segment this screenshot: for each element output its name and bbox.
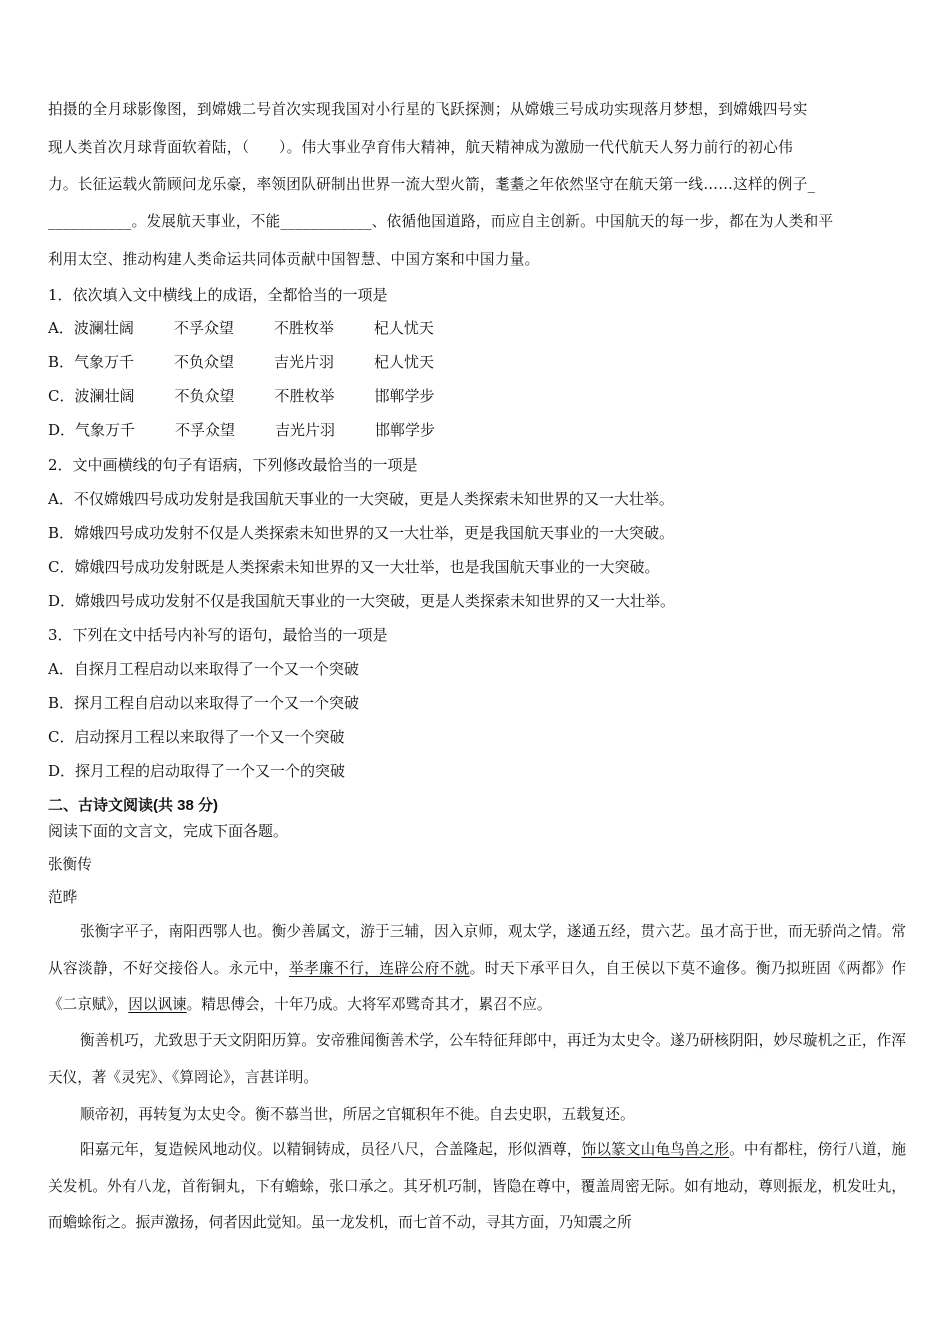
- option-idiom-3: 不胜枚举: [274, 387, 335, 405]
- option-idiom-1: 气象万千: [75, 421, 136, 439]
- underlined-sentence-3: 饰以篆文山龟鸟兽之形: [581, 1141, 730, 1158]
- paragraph-text: 张衡字平子，南阳西鄂人也。衡少善属文，游于三辅，因入京师，观太学，遂通五经，贯六艺。虽才高于世，而无骄尚之情。常从容淡静，不好交接俗人。永元中，: [48, 923, 906, 977]
- question-3-option-a: A．自探月工程启动以来取得了一个又一个突破: [48, 660, 359, 678]
- question-1-option-a: [48, 318, 434, 338]
- passage-line-2: 现人类首次月球背面软着陆，（ ）。伟大事业孕育伟大精神，航天精神成为激励一代代航天人努力前行的初心伟: [48, 139, 793, 156]
- classical-paragraph-3: 顺帝初，再转复为太史令。衡不慕当世，所居之官辄积年不徙。自去史职，五载复还。: [80, 1106, 635, 1123]
- passage-line-3: 力。长征运载火箭顾问龙乐豪，率领团队研制出世界一流大型火箭，耄耋之年依然坚守在航天第一线……这样的例子_: [48, 176, 816, 193]
- option-idiom-2: 不孚众望: [175, 421, 236, 439]
- text-title: 张衡传: [48, 856, 92, 873]
- text-author: 范晔: [48, 889, 78, 906]
- question-2-option-c: C．嫦娥四号成功发射既是人类探索未知世界的又一大壮举，也是我国航天事业的一大突破。: [48, 558, 660, 576]
- option-idiom-4: 邯郸学步: [374, 387, 435, 405]
- question-2-option-b: B．嫦娥四号成功发射不仅是人类探索未知世界的又一大壮举，更是我国航天事业的一大突破。: [48, 524, 675, 542]
- question-2-option-d: D．嫦娥四号成功发射不仅是我国航天事业的一大突破，更是人类探索未知世界的又一大壮举。: [48, 592, 676, 610]
- option-idiom-1: 波澜壮阔: [73, 319, 134, 337]
- option-idiom-4: 杞人忧天: [373, 319, 434, 337]
- classical-paragraph-4: [48, 1132, 906, 1242]
- section-instruction: 阅读下面的文言文，完成下面各题。: [48, 822, 289, 840]
- option-idiom-3: 吉光片羽: [275, 421, 336, 439]
- question-1-option-c: [48, 386, 435, 406]
- option-idiom-1: 波澜壮阔: [74, 387, 135, 405]
- question-2-stem: 2．文中画横线的句子有语病，下列修改最恰当的一项是: [48, 456, 418, 474]
- option-label: D．: [48, 421, 76, 439]
- question-2-option-a: A．不仅嫦娥四号成功发射是我国航天事业的一大突破，更是人类探索未知世界的又一大壮举。: [48, 490, 674, 508]
- classical-paragraph-2: 衡善机巧，尤致思于天文阴阳历算。安帝雅闻衡善术学，公车特征拜郎中，再迁为太史令。遂乃研核阴阳，妙尽璇机之正，作浑天仪，著《灵宪》、《算罔论》，言甚详明。: [48, 1032, 906, 1086]
- option-idiom-4: 杞人忧天: [374, 353, 435, 371]
- paragraph-text: 。时天下承平日久，自王侯以下莫不逾侈。衡乃拟班固《两都》作《二京赋》，: [48, 959, 906, 1013]
- paragraph-text: 阳嘉元年，复造候风地动仪。以精铜铸成，员径八尺，合盖隆起，形似酒尊，: [80, 1141, 582, 1158]
- option-label: B．: [48, 353, 75, 371]
- question-1-option-b: [48, 352, 434, 372]
- underlined-sentence-1: 举孝廉不行，连辟公府不就: [288, 959, 470, 977]
- underlined-sentence-2: 因以讽谏: [128, 996, 187, 1013]
- passage-line-1: 拍摄的全月球影像图，到嫦娥二号首次实现我国对小行星的飞跃探测；从嫦娥三号成功实现落月梦想，到嫦娥四号实: [48, 101, 808, 118]
- paragraph-text: 。精思傅会，十年乃成。大将军邓骘奇其才，累召不应。: [186, 996, 552, 1013]
- option-idiom-3: 吉光片羽: [274, 353, 335, 371]
- passage-line-4: ___________。发展航天事业，不能____________、依循他国道路，而应自主创新。中国航天的每一步，都在为人类和平: [48, 213, 834, 230]
- option-label: A．: [48, 319, 74, 337]
- option-idiom-2: 不孚众望: [173, 319, 234, 337]
- option-idiom-1: 气象万千: [74, 353, 135, 371]
- paragraph-text: 。中有都柱，傍行八道，施关发机。外有八龙，首衔铜丸，下有蟾蜍，张口承之。其牙机巧制，皆隐在尊中，覆盖周密无际。如有地动，尊则振龙，机发吐丸，而蟾蜍衔之。振声激扬，伺者因此觉知。虽一龙发机，而七首不动，寻其方面，乃知震之所: [48, 1141, 906, 1231]
- option-idiom-4: 邯郸学步: [375, 421, 436, 439]
- option-idiom-2: 不负众望: [174, 387, 235, 405]
- classical-paragraph-1: [48, 914, 906, 1024]
- question-3-option-b: B．探月工程自启动以来取得了一个又一个突破: [48, 694, 360, 712]
- section-heading: 二、古诗文阅读(共 38 分): [48, 797, 219, 814]
- option-idiom-2: 不负众望: [174, 353, 235, 371]
- passage-line-5: 利用太空、推动构建人类命运共同体贡献中国智慧、中国方案和中国力量。: [48, 251, 540, 268]
- question-3-option-c: C．启动探月工程以来取得了一个又一个突破: [48, 728, 345, 746]
- question-1-option-d: [48, 420, 435, 440]
- option-idiom-3: 不胜枚举: [273, 319, 334, 337]
- question-3-stem: 3．下列在文中括号内补写的语句，最恰当的一项是: [48, 626, 388, 644]
- question-3-option-d: D．探月工程的启动取得了一个又一个的突破: [48, 762, 346, 780]
- option-label: C．: [48, 387, 75, 405]
- question-1-stem: 1．依次填入文中横线上的成语，全都恰当的一项是: [48, 286, 388, 304]
